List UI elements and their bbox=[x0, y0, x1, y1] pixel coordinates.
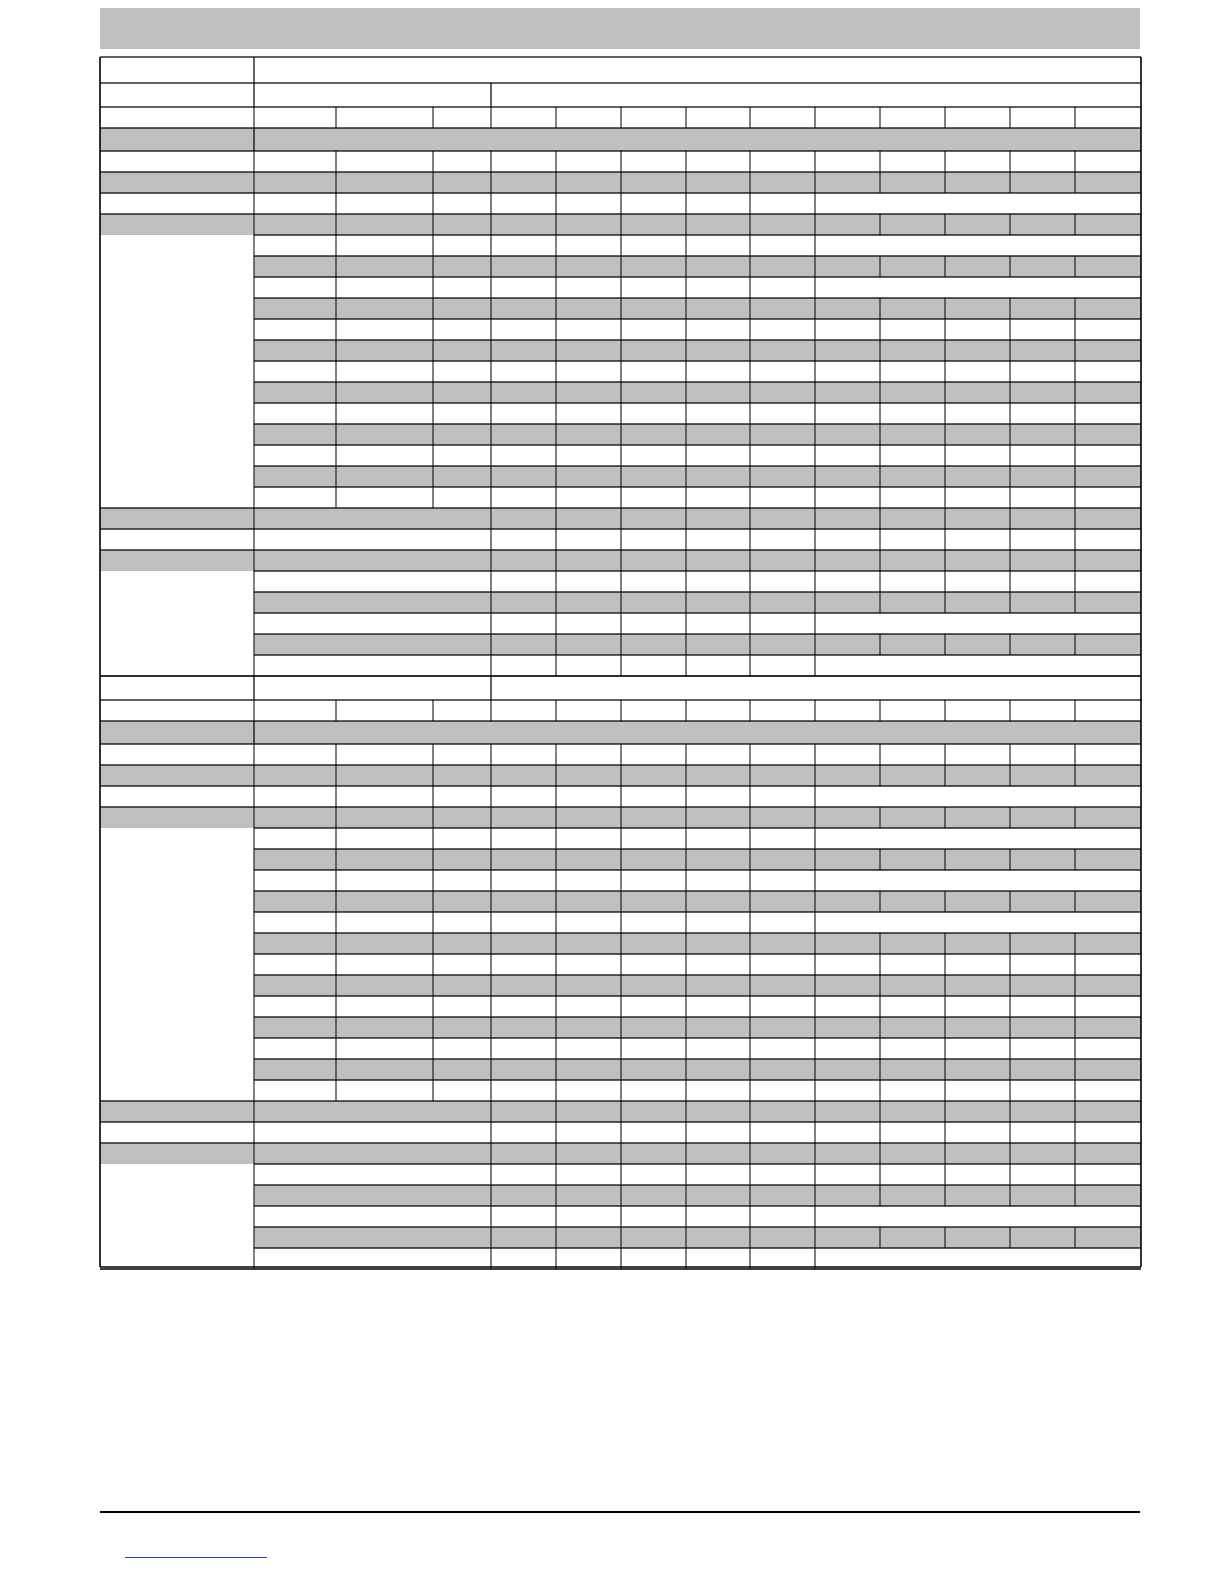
shaded-row bbox=[100, 128, 1141, 151]
shaded-row bbox=[254, 466, 1141, 487]
shaded-row bbox=[254, 1059, 1141, 1080]
shaded-row bbox=[254, 424, 1141, 445]
shaded-row bbox=[254, 933, 1141, 954]
shaded-row bbox=[100, 721, 1141, 744]
shaded-row bbox=[254, 1227, 1141, 1248]
shaded-row bbox=[254, 256, 1141, 277]
spec-table bbox=[100, 57, 1142, 1268]
footer-rule bbox=[100, 1511, 1140, 1513]
shaded-row bbox=[254, 891, 1141, 912]
shaded-row bbox=[254, 634, 1141, 655]
shaded-row bbox=[254, 1185, 1141, 1206]
shaded-row bbox=[254, 298, 1141, 319]
shaded-row bbox=[254, 382, 1141, 403]
header-bar bbox=[100, 8, 1140, 49]
shaded-row bbox=[254, 340, 1141, 361]
shaded-row bbox=[254, 1017, 1141, 1038]
shaded-row bbox=[254, 592, 1141, 613]
shaded-row bbox=[254, 849, 1141, 870]
footer-link[interactable] bbox=[125, 1557, 267, 1558]
table-grid bbox=[100, 57, 1142, 1268]
shaded-row bbox=[254, 975, 1141, 996]
